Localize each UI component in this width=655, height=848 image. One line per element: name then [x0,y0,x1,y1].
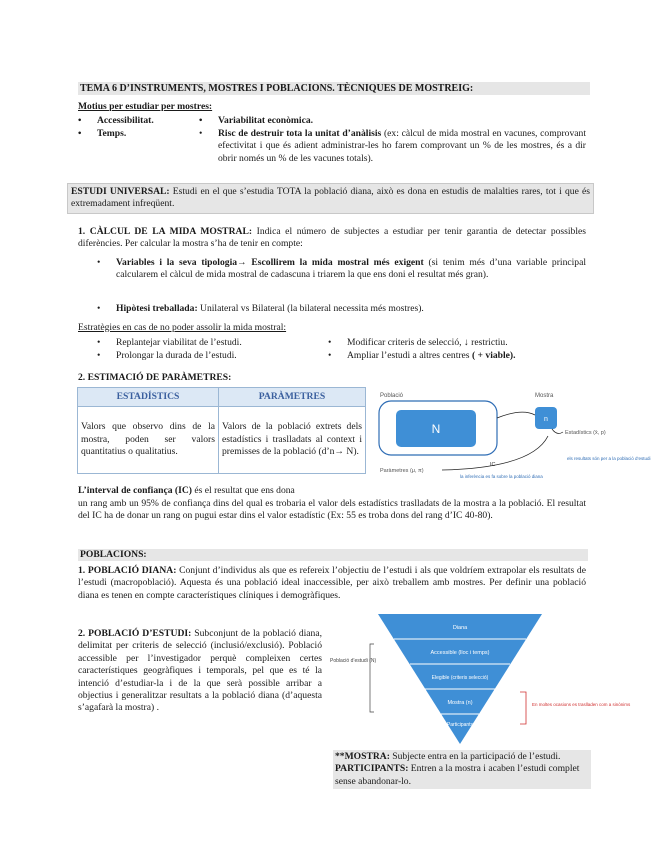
diagram-mostra-label: Mostra [535,393,554,399]
poblacions-pyramid [328,612,631,748]
diagram-note-left: la inferència es fa sobre la població diana [460,474,543,479]
poblacio-estudi-text: Subconjunt de la població diana, delimitat per criteris de selecció (inclusió/exclusió). Població accessible per l’investigador perquè compleixen certes característiques geogràfiques i temporals, pel que es té la intenció d’estudiar-la i de la que serà possible arribar a objectius i generalitzar resultats a la població diana (d’aquesta s’agafarà la mostra) . [78,628,322,714]
pyramid-red-note: En moltes ocasions es traslladen com a sinònims [532,702,631,707]
diagram-ic: IC [490,462,496,468]
estrategia-ampliar-text: Ampliar l’estudi a altres centres [347,350,470,361]
arrow-estadistics [552,429,563,433]
poblacio-diana-label: 1. POBLACIÓ DIANA: [78,565,177,576]
pyramid-level-mostra: Mostra (n) [447,700,473,706]
calcul-bullet-variables [116,257,586,282]
estudi-universal-label: ESTUDI UNIVERSAL: [71,186,170,197]
estudi-universal-box [67,183,594,214]
estadistics-cell: Valors que observo dins de la mostra, poden ser valors quantitatius o qualitatius. [78,407,219,474]
estrategia-modificar: • Modificar criteris de selecció, ↓ restrictiu. [347,337,508,349]
poblacio-estudi-label: 2. POBLACIÓ D’ESTUDI: [78,628,192,639]
poblacio-estudi-paragraph [78,628,322,715]
ic-line1-text: és el resultat que ens dona [191,485,295,496]
calcul-paragraph [78,226,586,251]
note-mostra-label: **MOSTRA: [335,751,390,762]
mostra-participants-box [333,750,591,789]
estimacio-heading: 2. ESTIMACIÓ DE PARÀMETRES: [78,372,232,383]
diagram-estadistics: Estadístics (x̄, p) [565,430,606,436]
diagram-note-right: els resultats són per a la població d’estudi [567,456,651,461]
calcul-b2-text: Unilateral vs Bilateral (la bilateral necessita més mostres). [197,303,424,314]
ic-line1 [78,485,295,497]
estrategia-replantejar: • Replantejar viabilitat de l’estudi. [116,337,242,349]
pyramid-level-accessible: Accessible (lloc i temps) [430,650,490,656]
motius-risc [218,128,586,165]
ic-bold: L’interval de confiança (IC) [78,485,192,496]
calcul-text: Indica el número de subjectes a estudiar per tenir garantia de detectar possibles diferències. Per calcular la mostra s’ha de tenir en compte: [78,226,586,250]
motius-risc-text: (ex: càlcul de mida mostral en vacunes, comprovant efectivitat i que és adient administrar-les ho farem comprovant un % de les mostres, és a dir obrir només un % de les vacunes totals). [218,128,586,164]
note-mostra-text: Subjecte entra en la participació de l’estudi. [389,751,561,762]
col-parametres-header: PARÀMETRES [219,388,366,407]
pyramid-side-label: Població d’estudi (N) [330,658,377,664]
inference-diagram [372,388,651,486]
ic-paragraph: un rang amb un 95% de confiança dins del qual es trobaria el valor dels estadístics traslladats de la mostra a la població. El resultat del IC ha de donar un rang on pugui estar dins el valor estadístic (Ex: 55 es troba dons del rang d’IC 40-80). [78,498,586,522]
motius-accessibilitat: • Accessibilitat. [97,115,154,127]
estrategies-heading: Estratègies en cas de no poder assolir la mida mostral: [78,322,287,333]
estadistics-parametres-table [77,387,366,474]
motius-risc-bold: Risc de destruir tota la unitat d’anàlisis [218,128,382,139]
note-mostra [335,751,589,763]
calcul-bullet-hipotesi [116,303,586,315]
page-title: TEMA 6 D’INSTRUMENTS, MOSTRES I POBLACIONS. TÈCNIQUES DE MOSTREIG: [78,82,590,95]
diagram-parametres: Paràmetres (μ, π) [380,468,424,474]
estrategia-ampliar-bold: ( + viable). [469,350,516,361]
estrategia-ampliar [347,350,516,362]
diagram-poblacio-label: Població [380,393,404,399]
estudi-universal-text: Estudi en el que s’estudia TOTA la població diana, això es dona en estudis de malalties rares, tot i que és extremadament infreqüent. [71,186,591,210]
pyramid-level-participants: Participants [446,722,474,728]
poblacio-diana-text: Conjunt d’individus als que es refereix l’objectiu de l’estudi i als que voldríem extrapolar els resultats de l’estudi (macropoblació). Aquesta és una població ideal inaccessible, per això treballem amb mostres. Per definir una població diana es tenen en compte característiques clíniques i demogràfiques. [78,565,586,601]
motius-temps: • Temps. [97,128,126,140]
calcul-b2-bold: Hipòtesi treballada: [116,303,198,314]
note-participants [335,763,589,788]
motius-variabilitat: • Variabilitat econòmica. [218,115,313,127]
pyramid-level-elegible: Elegible (criteris selecció) [431,675,489,681]
poblacio-diana-paragraph [78,565,586,602]
arrow-to-mostra [497,412,535,418]
calcul-b1-text: (si tenim més d’una variable principal calcularem el càlcul de mida mostral de cadascuna i triarem la que ens doni el resultat més gran). [116,257,587,281]
calcul-heading: 1. CÀLCUL DE LA MIDA MOSTRAL: [78,226,253,237]
note-participants-label: PARTICIPANTS: [335,763,409,775]
poblacions-heading: POBLACIONS: [78,549,588,561]
parametres-cell: Valors de la població extrets dels estadístics i traslladats al context i premisses de la població (d’n→ N). [219,407,366,474]
pyramid-level-diana: Diana [452,625,468,631]
note-participants-text: Entren a la mostra i acaben l’estudi complet sense abandonar-lo. [335,763,580,787]
col-estadistics-header: ESTADÍSTICS [78,388,219,407]
diagram-N: N [431,422,441,436]
estrategia-prolongar: • Prolongar la durada de l’estudi. [116,350,237,362]
pyramid-bracket-red [520,692,526,724]
motius-heading: Motius per estudiar per mostres: [78,101,213,112]
pyramid-bracket-left [370,644,374,712]
diagram-n: n [544,416,548,423]
calcul-b1-bold: Variables i la seva tipologia→ Escollirem la mida mostral més exigent [116,257,424,268]
